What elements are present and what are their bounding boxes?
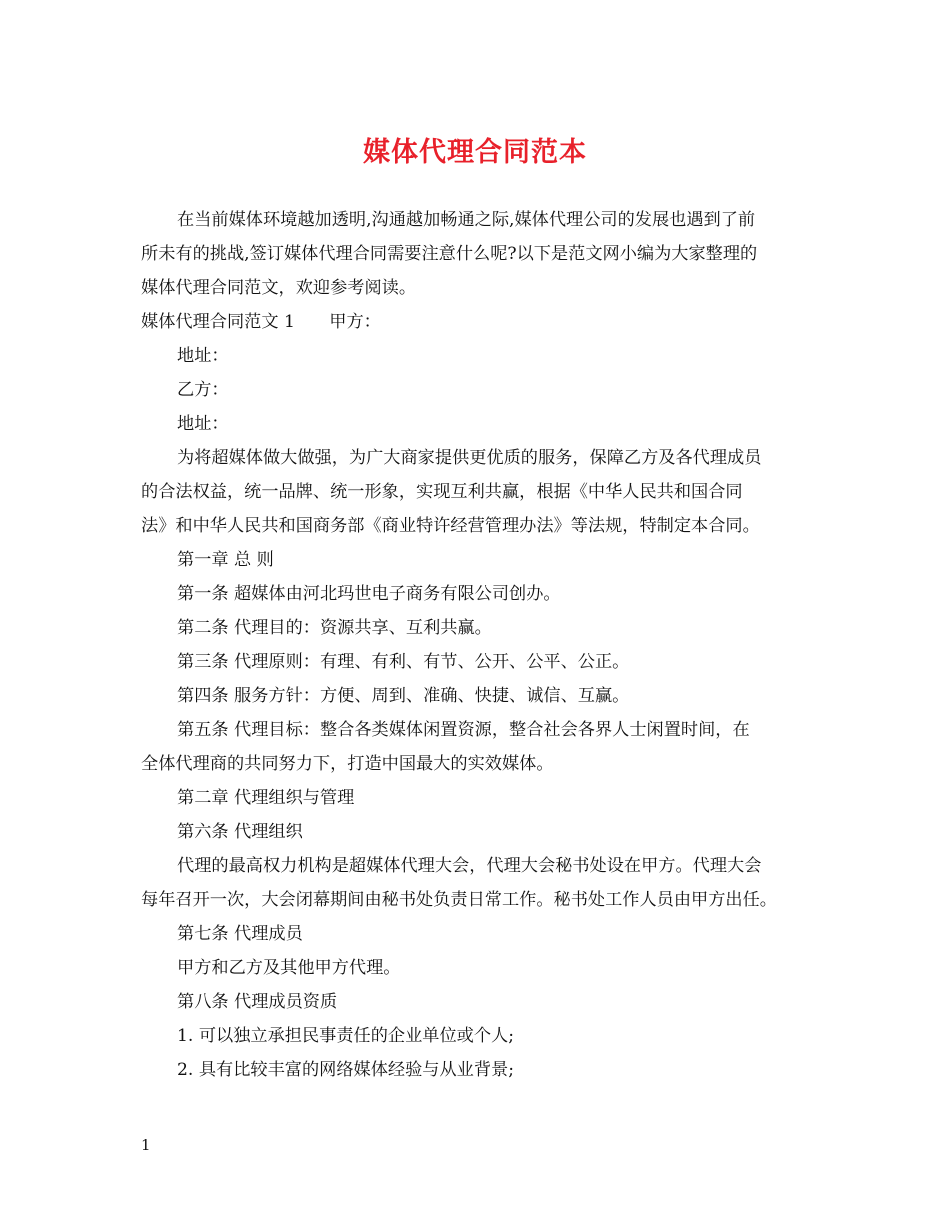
text-line: 第七条 代理成员 [177, 924, 303, 944]
text-line: 第六条 代理组织 [177, 822, 303, 842]
text-line: 1. 可以独立承担民事责任的企业单位或个人; [177, 1026, 515, 1046]
text-line: 全体代理商的共同努力下，打造中国最大的实效媒体。 [141, 754, 554, 774]
text-line: 地址： [177, 414, 229, 434]
document-body [141, 203, 811, 1087]
text-line: 媒体代理合同范文 1 甲方： [141, 312, 381, 332]
page-number: 1 [141, 1136, 151, 1154]
text-line: 代理的最高权力机构是超媒体代理大会，代理大会秘书处设在甲方。代理大会 [177, 856, 762, 876]
text-line: 2. 具有比较丰富的网络媒体经验与从业背景; [177, 1060, 515, 1080]
text-line: 第八条 代理成员资质 [177, 992, 338, 1012]
text-line: 媒体代理合同范文，欢迎参考阅读。 [141, 278, 417, 298]
text-line: 第五条 代理目标：整合各类媒体闲置资源，整合社会各界人士闲置时间，在 [177, 720, 750, 740]
text-line: 法》和中华人民共和国商务部《商业特许经营管理办法》等法规，特制定本合同。 [141, 516, 760, 536]
text-line: 第二章 代理组织与管理 [177, 788, 355, 808]
text-line: 地址： [177, 346, 229, 366]
text-line: 第四条 服务方针：方便、周到、准确、快捷、诚信、互赢。 [177, 686, 630, 706]
text-line: 第一条 超媒体由河北玛世电子商务有限公司创办。 [177, 584, 561, 604]
text-line: 乙方： [177, 380, 229, 400]
text-line: 第三条 代理原则：有理、有利、有节、公开、公平、公正。 [177, 652, 630, 672]
text-line: 第二条 代理目的：资源共享、互利共赢。 [177, 618, 492, 638]
text-line: 第一章 总 则 [177, 550, 274, 570]
text-line: 甲方和乙方及其他甲方代理。 [177, 958, 401, 978]
text-line: 每年召开一次，大会闭幕期间由秘书处负责日常工作。秘书处工作人员由甲方出任。 [141, 890, 777, 910]
text-line: 在当前媒体环境越加透明,沟通越加畅通之际,媒体代理公司的发展也遇到了前 [177, 210, 756, 230]
text-line: 为将超媒体做大做强，为广大商家提供更优质的服务，保障乙方及各代理成员 [177, 448, 762, 468]
text-line: 所未有的挑战,签订媒体代理合同需要注意什么呢?以下是范文网小编为大家整理的 [141, 244, 758, 264]
text-line: 的合法权益，统一品牌、统一形象，实现互利共赢，根据《中华人民共和国合同 [141, 482, 743, 502]
document-title: 媒体代理合同范本 [363, 137, 587, 168]
